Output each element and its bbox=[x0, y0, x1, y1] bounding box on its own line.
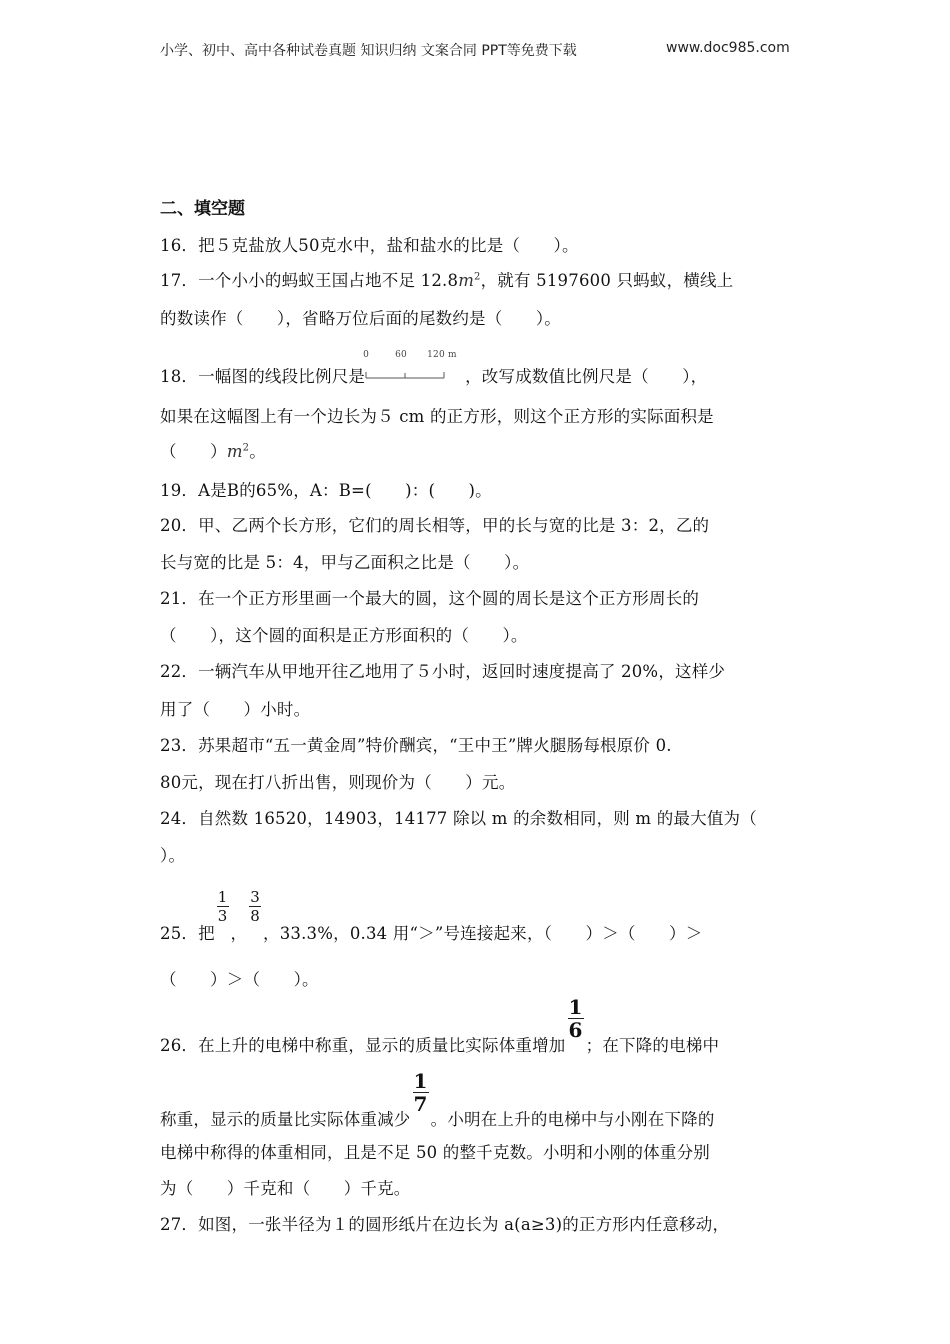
question-20-line2: 长与宽的比是 5：4，甲与乙面积之比是（ ）。 bbox=[160, 553, 530, 572]
ruler-label-0: 0 bbox=[363, 350, 370, 360]
question-17-line1 bbox=[160, 267, 733, 291]
q25-comma: ， bbox=[230, 924, 248, 943]
question-18-line1 bbox=[160, 350, 708, 388]
fraction-one-third: $\frac{1}{3}$ bbox=[217, 888, 228, 925]
page-header bbox=[160, 40, 800, 60]
q18-text-part1: 18．一幅图的线段比例尺是 bbox=[160, 367, 366, 386]
ruler-line bbox=[365, 370, 445, 380]
question-19: 19．A是B的65%，A：B=( )：( )。 bbox=[160, 481, 492, 500]
q17-text-part2: ，就有 5197600 只蚂蚁，横线上 bbox=[480, 271, 734, 290]
header-text: 小学、初中、高中各种试卷真题 知识归纳 文案合同 PPT等免费下载 bbox=[160, 43, 577, 59]
fraction-one-sixth: $\frac{1}{6}$ bbox=[568, 995, 583, 1042]
question-21-line1: 21．在一个正方形里画一个最大的圆，这个圆的周长是这个正方形周长的 bbox=[160, 589, 700, 608]
question-20-line1: 20．甲、乙两个长方形，它们的周长相等，甲的长与宽的比是 3：2，乙的 bbox=[160, 516, 710, 535]
line-scale-ruler bbox=[363, 350, 465, 388]
q26-text-part1: 26．在上升的电梯中称重，显示的质量比实际体重增加 bbox=[160, 1036, 566, 1055]
question-26-line2 bbox=[160, 1070, 715, 1130]
question-17-line2: 的数读作（ ），省略万位后面的尾数约是（ ）。 bbox=[160, 309, 561, 328]
square-meter-unit: $m^2$ bbox=[226, 442, 250, 461]
question-23-line2: 80元，现在打八折出售，则现价为（ ）元。 bbox=[160, 773, 516, 792]
header-site-url: www.doc985.com bbox=[666, 40, 790, 56]
ruler-label-120: 120 m bbox=[427, 350, 457, 360]
q26-text-part3: 称重，显示的质量比实际体重减少 bbox=[160, 1110, 411, 1129]
question-21-line2: （ ），这个圆的面积是正方形面积的（ ）。 bbox=[160, 626, 528, 645]
question-27-line1: 27．如图，一张半径为１的圆形纸片在边长为 a(a≥3)的正方形内任意移动， bbox=[160, 1215, 730, 1234]
question-26-line1 bbox=[160, 996, 719, 1056]
question-24-line2: ）。 bbox=[160, 846, 186, 865]
q18-text-part2: ，改写成数值比例尺是（ ）， bbox=[465, 367, 708, 386]
fraction-three-eighths: $\frac{3}{8}$ bbox=[250, 888, 260, 925]
question-18-line3 bbox=[160, 438, 266, 462]
q18-period: 。 bbox=[249, 442, 266, 461]
question-22-line1: 22．一辆汽车从甲地开往乙地用了５小时，返回时速度提高了 20%，这样少 bbox=[160, 662, 726, 681]
q26-text-part4: 。小明在上升的电梯中与小刚在下降的 bbox=[430, 1110, 715, 1129]
question-18-line2: 如果在这幅图上有一个边长为５ cm 的正方形，则这个正方形的实际面积是 bbox=[160, 407, 714, 426]
q17-text-part1: 17．一个小小的蚂蚁王国占地不足 12.8 bbox=[160, 271, 459, 290]
question-22-line2: 用了（ ）小时。 bbox=[160, 700, 311, 719]
question-24-line1: 24．自然数 16520，14903，14177 除以 m 的余数相同，则 m 的最大值为（ bbox=[160, 809, 757, 828]
question-26-line4: 为（ ）千克和（ ）千克。 bbox=[160, 1179, 411, 1198]
question-25-line2: （ ）＞（ ）。 bbox=[160, 970, 319, 989]
fraction-one-seventh: $\frac{1}{7}$ bbox=[413, 1069, 428, 1116]
question-23-line1: 23．苏果超市“五一黄金周”特价酬宾，“王中王”牌火腿肠每根原价 0. bbox=[160, 736, 672, 755]
q25-text-part1: 25．把 bbox=[160, 924, 215, 943]
q25-text-part3: ，33.3%，0.34 用“＞”号连接起来，（ ）＞（ ）＞ bbox=[263, 924, 703, 943]
ruler-label-60: 60 bbox=[395, 350, 407, 360]
question-25-line1 bbox=[160, 888, 702, 944]
section-title: 二、填空题 bbox=[160, 199, 245, 219]
square-meter-unit: $m^2$ bbox=[458, 271, 481, 290]
question-26-line3: 电梯中称得的体重相同，且是不足 50 的整千克数。小明和小刚的体重分别 bbox=[160, 1143, 710, 1162]
q26-text-part2: ；在下降的电梯中 bbox=[585, 1036, 720, 1055]
q18-answer-blank: （ ） bbox=[160, 442, 227, 461]
question-16: 16．把５克盐放人50克水中，盐和盐水的比是（ ）。 bbox=[160, 236, 579, 255]
